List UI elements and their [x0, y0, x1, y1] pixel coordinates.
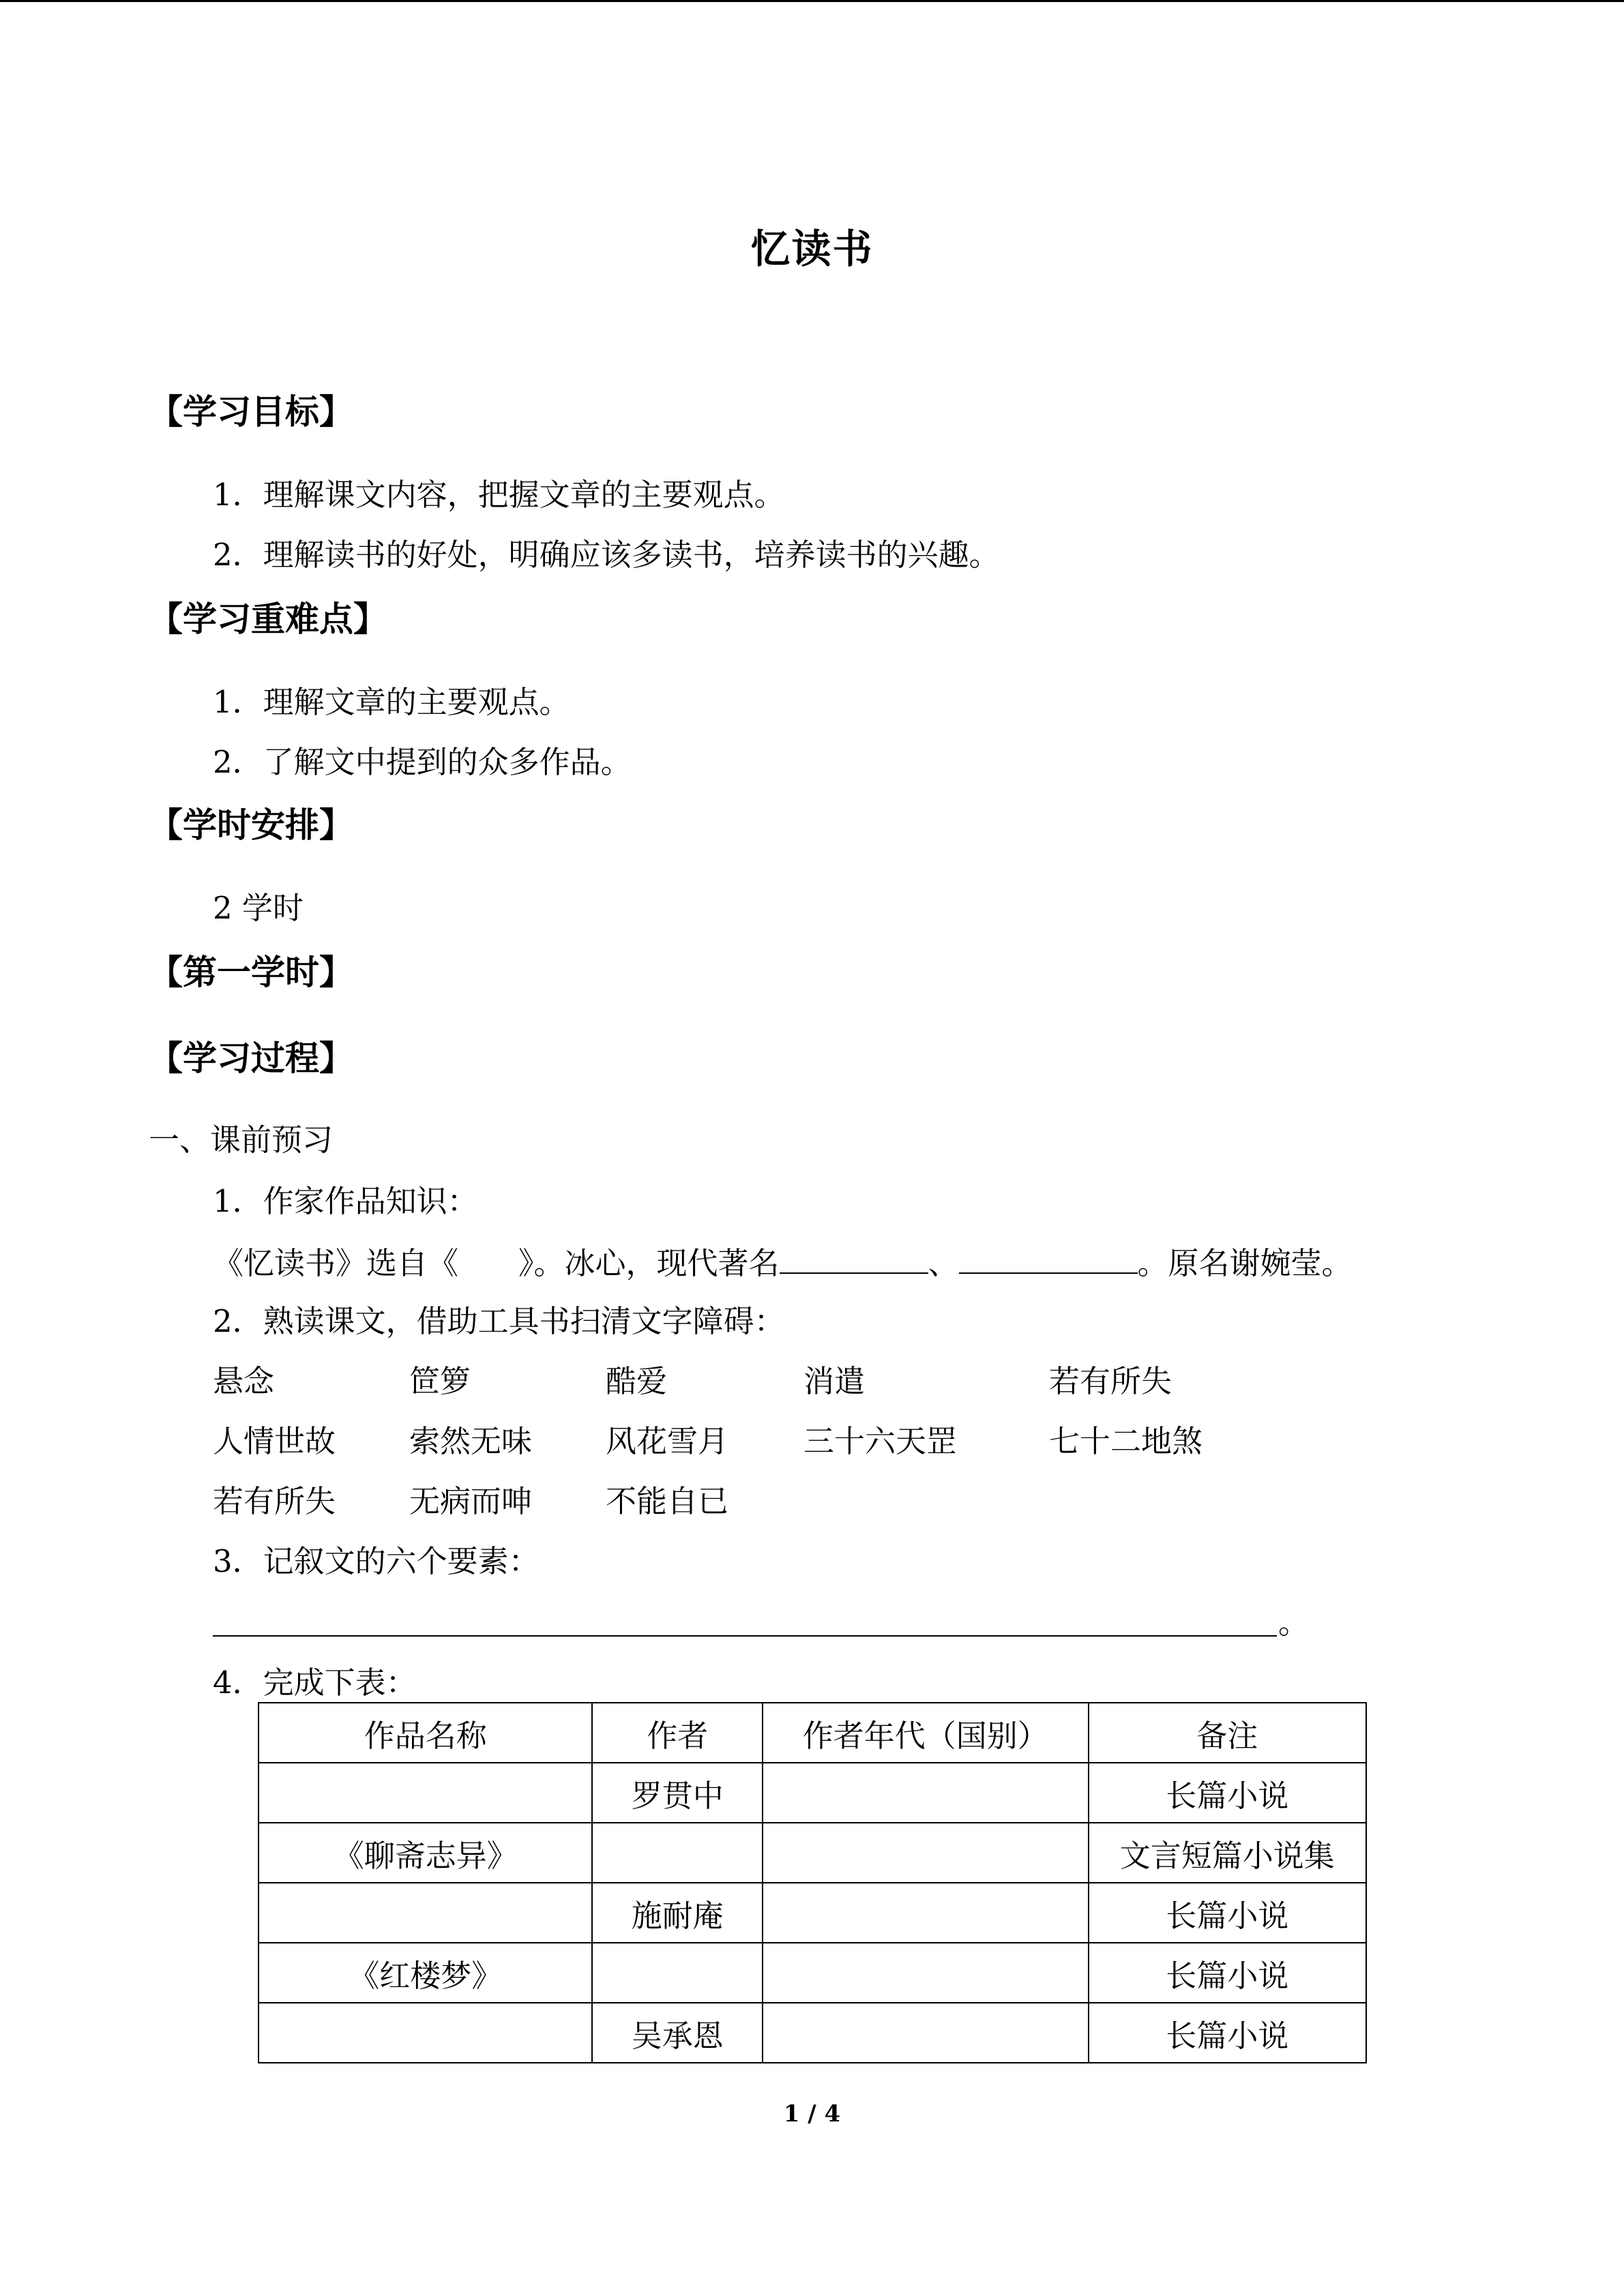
table-cell: 长篇小说 [1089, 1763, 1366, 1823]
schedule-text: 2 学时 [213, 890, 304, 926]
vocab-term: 三十六天罡 [803, 1423, 958, 1459]
vocab-term: 悬念 [213, 1363, 275, 1399]
table-cell[interactable] [763, 1763, 1088, 1823]
table-header-cell: 作品名称 [259, 1703, 592, 1763]
identity-blank-1[interactable] [780, 1242, 928, 1274]
q4-label: 4．完成下表： [213, 1665, 417, 1701]
vocab-term: 无病而呻 [409, 1483, 533, 1519]
vocab-term: 笸箩 [409, 1363, 471, 1399]
table-header-cell: 作者 [592, 1703, 763, 1763]
vocab-term: 若有所失 [213, 1483, 336, 1519]
heading-learning-goals: 【学习目标】 [149, 392, 353, 432]
works-table [258, 1702, 1367, 2063]
q1-text [213, 1242, 1353, 1283]
table-cell[interactable] [763, 1823, 1088, 1883]
vocab-term: 若有所失 [1049, 1363, 1172, 1399]
vocab-term: 消遣 [803, 1363, 866, 1399]
table-cell: 施耐庵 [592, 1883, 763, 1943]
q1-text-a: 《忆读书》选自《 [213, 1245, 459, 1281]
table-header-cell: 备注 [1089, 1703, 1366, 1763]
vocab-term: 不能自已 [606, 1483, 729, 1519]
table-cell[interactable] [763, 1943, 1088, 2003]
heading-schedule: 【学时安排】 [149, 805, 353, 845]
goal-item-1: 1．理解课文内容，把握文章的主要观点。 [213, 477, 785, 513]
heading-first-period: 【第一学时】 [149, 953, 353, 992]
q1-text-d: 。原名谢婉莹。 [1137, 1245, 1353, 1281]
table-cell: 《红楼梦》 [259, 1943, 592, 2003]
vocab-term: 七十二地煞 [1049, 1423, 1203, 1459]
table-cell: 《聊斋志异》 [259, 1823, 592, 1883]
six-elements-answer-line[interactable] [213, 1635, 1277, 1637]
vocab-term: 酷爱 [606, 1363, 668, 1399]
vocab-term: 人情世故 [213, 1423, 336, 1459]
heading-learning-process: 【学习过程】 [149, 1039, 353, 1078]
q2-label: 2．熟读课文，借助工具书扫清文字障碍： [213, 1303, 785, 1339]
table-header-cell: 作者年代（国别） [763, 1703, 1088, 1763]
table-cell[interactable] [763, 1883, 1088, 1943]
q3-label: 3．记叙文的六个要素： [213, 1543, 540, 1579]
table-cell[interactable] [259, 1763, 592, 1823]
table-row [259, 1763, 1366, 1823]
table-cell[interactable] [259, 2003, 592, 2063]
table-cell: 长篇小说 [1089, 1883, 1366, 1943]
table-cell: 罗贯中 [592, 1763, 763, 1823]
table-row [259, 2003, 1366, 2063]
book-title-blank[interactable] [458, 1244, 518, 1274]
table-cell: 长篇小说 [1089, 1943, 1366, 2003]
vocab-term: 索然无味 [409, 1423, 533, 1459]
page-title: 忆读书 [750, 226, 874, 272]
q1-label: 1．作家作品知识： [213, 1183, 478, 1219]
table-cell[interactable] [592, 1823, 763, 1883]
table-cell[interactable] [592, 1943, 763, 2003]
q3-end-mark: 。 [1278, 1605, 1310, 1641]
preview-heading: 一、课前预习 [149, 1122, 334, 1158]
table-cell[interactable] [259, 1883, 592, 1943]
key-point-item-1: 1．理解文章的主要观点。 [213, 684, 570, 720]
table-header-row [259, 1703, 1366, 1763]
top-border-rule [0, 0, 1624, 2]
heading-key-points: 【学习重难点】 [149, 599, 387, 639]
identity-blank-2[interactable] [959, 1242, 1138, 1274]
table-row [259, 1823, 1366, 1883]
q1-text-b: 》。冰心，现代著名 [518, 1245, 780, 1281]
q1-text-c: 、 [928, 1245, 959, 1281]
table-cell: 长篇小说 [1089, 2003, 1366, 2063]
goal-item-2: 2．理解读书的好处，明确应该多读书，培养读书的兴趣。 [213, 537, 1000, 573]
page-number: 1 / 4 [783, 2100, 841, 2128]
key-point-item-2: 2．了解文中提到的众多作品。 [213, 744, 632, 780]
table-cell[interactable] [763, 2003, 1088, 2063]
table-cell: 吴承恩 [592, 2003, 763, 2063]
table-row [259, 1943, 1366, 2003]
table-cell: 文言短篇小说集 [1089, 1823, 1366, 1883]
table-row [259, 1883, 1366, 1943]
vocab-term: 风花雪月 [606, 1423, 729, 1459]
